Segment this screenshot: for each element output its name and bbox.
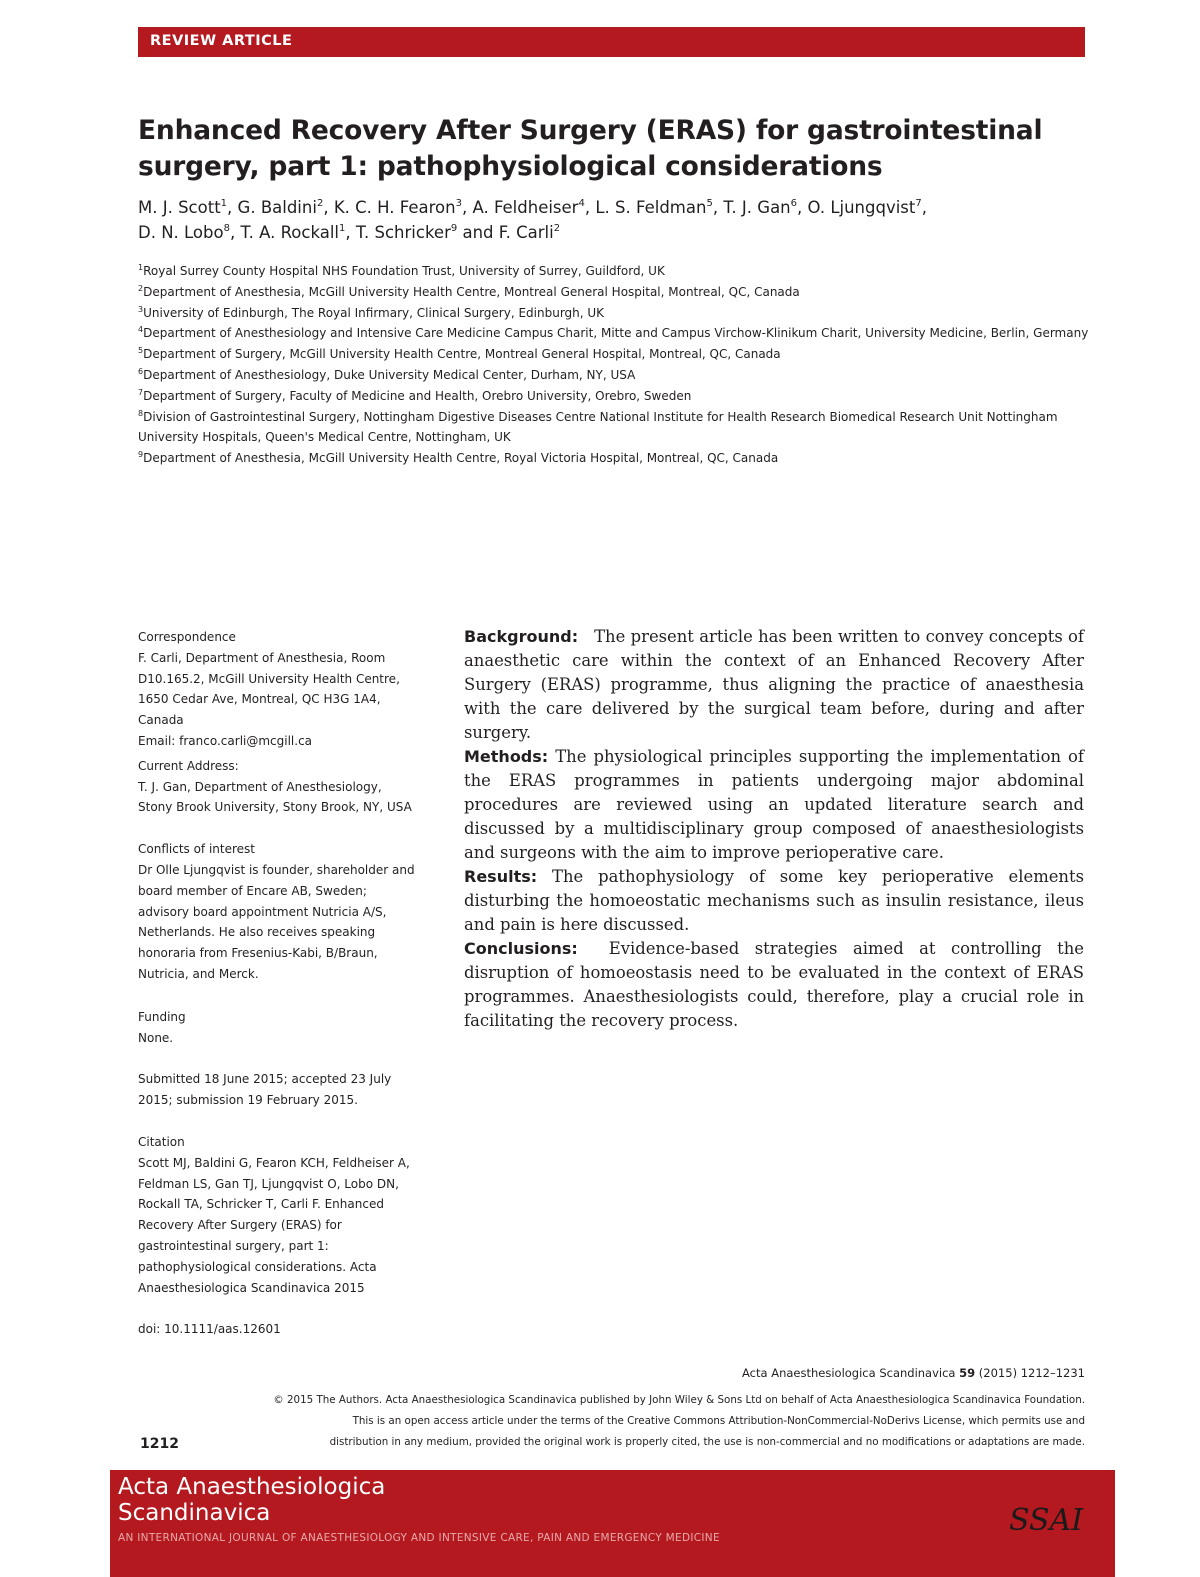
conclusions-label: Conclusions: bbox=[464, 939, 578, 958]
journal-title bbox=[118, 1474, 385, 1526]
conflicts-line: Nutricia, and Merck. bbox=[138, 966, 259, 981]
current-address-line: Stony Brook University, Stony Brook, NY, USA bbox=[138, 800, 412, 815]
author-separator: , bbox=[345, 223, 356, 242]
author-separator: , bbox=[921, 198, 928, 217]
author: T. Schricker bbox=[355, 223, 451, 242]
affiliation-number: 8 bbox=[138, 408, 144, 418]
affiliation-number: 2 bbox=[138, 283, 144, 293]
affiliation-text: Division of Gastrointestinal Surgery, Nottingham Digestive Diseases Centre National Institute for Health Research Biomedical Research Unit Nottingham University Hospitals, Queen's Medical Centre, Nottingham, UK bbox=[138, 409, 1058, 445]
page-number: 1212 bbox=[140, 1436, 179, 1452]
citation-line: Scott MJ, Baldini G, Fearon KCH, Feldheiser A, bbox=[138, 1155, 410, 1170]
correspondence-line: 1650 Cedar Ave, Montreal, QC H3G 1A4, bbox=[138, 692, 381, 707]
affiliation-text: Department of Anesthesiology, Duke University Medical Center, Durham, NY, USA bbox=[143, 367, 636, 382]
results-text: The pathophysiology of some key perioperative elements disturbing the homoeostatic mechanisms such as insulin resistance, ileus and pain is here discussed. bbox=[464, 867, 1084, 934]
affiliation-number: 6 bbox=[138, 366, 144, 376]
journal-subtitle: AN INTERNATIONAL JOURNAL OF ANAESTHESIOLOGY AND INTENSIVE CARE, PAIN AND EMERGENCY MEDICINE bbox=[118, 1532, 720, 1544]
author: O. Ljungqvist bbox=[807, 198, 916, 217]
conflicts-line: Netherlands. He also receives speaking bbox=[138, 925, 376, 940]
affiliation bbox=[138, 303, 1098, 324]
affiliation bbox=[138, 344, 1098, 365]
correspondence-email[interactable]: Email: franco.carli@mcgill.ca bbox=[138, 733, 313, 748]
conflicts-line: Dr Olle Ljungqvist is founder, shareholder and bbox=[138, 862, 415, 877]
affiliation bbox=[138, 282, 1098, 303]
author-separator: and bbox=[457, 223, 499, 242]
logo-text: SSAI bbox=[1009, 1503, 1084, 1538]
citation-line: Recovery After Surgery (ERAS) for bbox=[138, 1218, 342, 1233]
author-affiliation-mark: 4 bbox=[578, 198, 585, 209]
correspondence-line: Canada bbox=[138, 713, 184, 728]
article-info-sidebar bbox=[138, 627, 443, 1340]
affiliation-text: Royal Surrey County Hospital NHS Foundation Trust, University of Surrey, Guildford, UK bbox=[143, 264, 665, 278]
affiliation-number: 7 bbox=[138, 387, 144, 397]
author-separator: , bbox=[323, 198, 334, 217]
journal-volume: 59 bbox=[959, 1366, 976, 1380]
abstract-conclusions bbox=[464, 937, 1084, 1033]
background-text: The present article has been written to convey concepts of anaesthetic care within the context of an Enhanced Recovery After Surgery (ERAS) programme, thus aligning the practice of anaesthesia with the care delivered by the surgical team before, during and after surgery. bbox=[464, 627, 1084, 742]
conflicts-line: board member of Encare AB, Sweden; bbox=[138, 883, 367, 898]
affiliation bbox=[138, 323, 1098, 344]
author-separator: , bbox=[229, 223, 241, 242]
author: A. Feldheiser bbox=[472, 198, 579, 217]
license-notice bbox=[180, 1390, 1085, 1453]
citation-line: Feldman LS, Gan TJ, Ljungqvist O, Lobo DN, bbox=[138, 1176, 399, 1191]
journal-name: Acta Anaesthesiologica Scandinavica bbox=[742, 1366, 960, 1380]
affiliation bbox=[138, 261, 1098, 282]
affiliation-number: 9 bbox=[138, 450, 144, 460]
correspondence-line: F. Carli, Department of Anesthesia, Room bbox=[138, 650, 386, 665]
author: L. S. Feldman bbox=[595, 198, 707, 217]
journal-pages: (2015) 1212–1231 bbox=[975, 1366, 1085, 1380]
affiliation-text: Department of Anesthesia, McGill University Health Centre, Montreal General Hospital, Montreal, QC, Canada bbox=[143, 284, 800, 299]
current-address-heading: Current Address: bbox=[138, 758, 239, 773]
author-separator: , bbox=[584, 198, 596, 217]
journal-reference bbox=[742, 1366, 1085, 1380]
author-list bbox=[138, 195, 1098, 245]
license-line: distribution in any medium, provided the original work is properly cited, the use is non-commercial and no modifications or adaptations are made. bbox=[329, 1436, 1085, 1448]
author: D. N. Lobo bbox=[138, 223, 224, 242]
author-affiliation-mark: 9 bbox=[450, 223, 458, 234]
journal-footer-banner bbox=[110, 1470, 1115, 1577]
author-affiliation-mark: 1 bbox=[220, 198, 228, 209]
affiliation-number: 1 bbox=[138, 263, 144, 272]
affiliation bbox=[138, 386, 1098, 407]
author-affiliation-mark: 6 bbox=[790, 198, 798, 209]
affiliation-text: Department of Anesthesiology and Intensive Care Medicine Campus Charit, Mitte and Campus Virchow-Klinikum Charit, University Medicine, Berlin, Germany bbox=[143, 326, 1089, 341]
doi[interactable]: doi: 10.1111/aas.12601 bbox=[138, 1322, 281, 1337]
author-affiliation-mark: 3 bbox=[455, 198, 462, 209]
affiliation bbox=[138, 448, 1098, 469]
article-type-label: REVIEW ARTICLE bbox=[150, 33, 293, 49]
submission-dates: Submitted 18 June 2015; accepted 23 July bbox=[138, 1072, 392, 1087]
ssai-logo bbox=[1005, 1492, 1084, 1542]
conflicts-line: honoraria from Fresenius-Kabi, B/Braun, bbox=[138, 946, 378, 961]
citation-line: Rockall TA, Schricker T, Carli F. Enhanced bbox=[138, 1197, 384, 1212]
author-affiliation-mark: 2 bbox=[553, 223, 561, 234]
author-affiliation-mark: 2 bbox=[316, 198, 324, 209]
conflicts-heading: Conflicts of interest bbox=[138, 842, 256, 857]
methods-label: Methods: bbox=[464, 747, 549, 766]
journal-title-line: Acta Anaesthesiologica bbox=[118, 1474, 386, 1500]
abstract-background bbox=[464, 625, 1084, 745]
results-label: Results: bbox=[464, 867, 538, 886]
author-affiliation-mark: 8 bbox=[223, 223, 230, 234]
methods-text: The physiological principles supporting the implementation of the ERAS programmes in patients undergoing major abdominal procedures are reviewed using an updated literature search and discussed by a multidisciplinary group composed of anaesthesiologists and surgeons with the aim to improve perioperative care. bbox=[464, 747, 1084, 862]
conflicts-line: advisory board appointment Nutricia A/S, bbox=[138, 904, 387, 919]
submission-dates: 2015; submission 19 February 2015. bbox=[138, 1093, 358, 1108]
conclusions-text: Evidence-based strategies aimed at controlling the disruption of homoeostasis need to be evaluated in the context of ERAS programmes. Anaesthesiologists could, therefore, play a crucial role in facilitating the recovery process. bbox=[464, 939, 1084, 1030]
author: F. Carli bbox=[498, 223, 554, 242]
author-separator: , bbox=[797, 198, 808, 217]
affiliation-text: Department of Surgery, Faculty of Medicine and Health, Orebro University, Orebro, Sweden bbox=[143, 388, 692, 403]
affiliation-number: 5 bbox=[138, 346, 144, 356]
journal-title-line: Scandinavica bbox=[118, 1500, 271, 1526]
citation-heading: Citation bbox=[138, 1134, 185, 1149]
affiliation-number: 4 bbox=[138, 325, 144, 335]
affiliation-list bbox=[138, 261, 1098, 469]
author: T. J. Gan bbox=[723, 198, 791, 217]
author-separator: , bbox=[227, 198, 238, 217]
author-affiliation-mark: 1 bbox=[339, 223, 346, 234]
citation-line: gastrointestinal surgery, part 1: bbox=[138, 1238, 329, 1253]
affiliation-number: 3 bbox=[138, 304, 144, 314]
affiliation-text: Department of Anesthesia, McGill University Health Centre, Royal Victoria Hospital, Montreal, QC, Canada bbox=[143, 451, 779, 466]
license-line: © 2015 The Authors. Acta Anaesthesiologica Scandinavica published by John Wiley & Sons Ltd on behalf of Acta Anaesthesiologica Scandinavica Foundation. bbox=[273, 1394, 1085, 1406]
current-address-line: T. J. Gan, Department of Anesthesiology, bbox=[138, 779, 382, 794]
author: K. C. H. Fearon bbox=[333, 198, 456, 217]
abstract-results bbox=[464, 865, 1084, 937]
author-separator: , bbox=[712, 198, 724, 217]
abstract bbox=[464, 625, 1084, 1033]
affiliation bbox=[138, 407, 1098, 449]
author: G. Baldini bbox=[237, 198, 317, 217]
article-type-banner bbox=[138, 27, 1085, 57]
citation-line: pathophysiological considerations. Acta bbox=[138, 1259, 377, 1274]
citation-line: Anaesthesiologica Scandinavica 2015 bbox=[138, 1280, 365, 1295]
affiliation-text: University of Edinburgh, The Royal Infirmary, Clinical Surgery, Edinburgh, UK bbox=[143, 305, 605, 320]
funding-text: None. bbox=[138, 1030, 174, 1045]
author-separator: , bbox=[461, 198, 473, 217]
author-affiliation-mark: 7 bbox=[915, 198, 922, 209]
affiliation bbox=[138, 365, 1098, 386]
author-affiliation-mark: 5 bbox=[706, 198, 713, 209]
background-label: Background: bbox=[464, 627, 579, 646]
correspondence-line: D10.165.2, McGill University Health Centre, bbox=[138, 671, 400, 686]
abstract-methods bbox=[464, 745, 1084, 865]
correspondence-heading: Correspondence bbox=[138, 630, 236, 644]
affiliation-text: Department of Surgery, McGill University Health Centre, Montreal General Hospital, Montreal, QC, Canada bbox=[143, 347, 781, 362]
author: M. J. Scott bbox=[138, 198, 221, 217]
article-title: Enhanced Recovery After Surgery (ERAS) for gastrointestinal surgery, part 1: pathophysiological considerations bbox=[138, 115, 1043, 182]
author: T. A. Rockall bbox=[240, 223, 340, 242]
funding-heading: Funding bbox=[138, 1009, 186, 1024]
license-line: This is an open access article under the terms of the Creative Commons Attribution-NonCommercial-NoDerivs License, which permits use and bbox=[352, 1415, 1085, 1427]
